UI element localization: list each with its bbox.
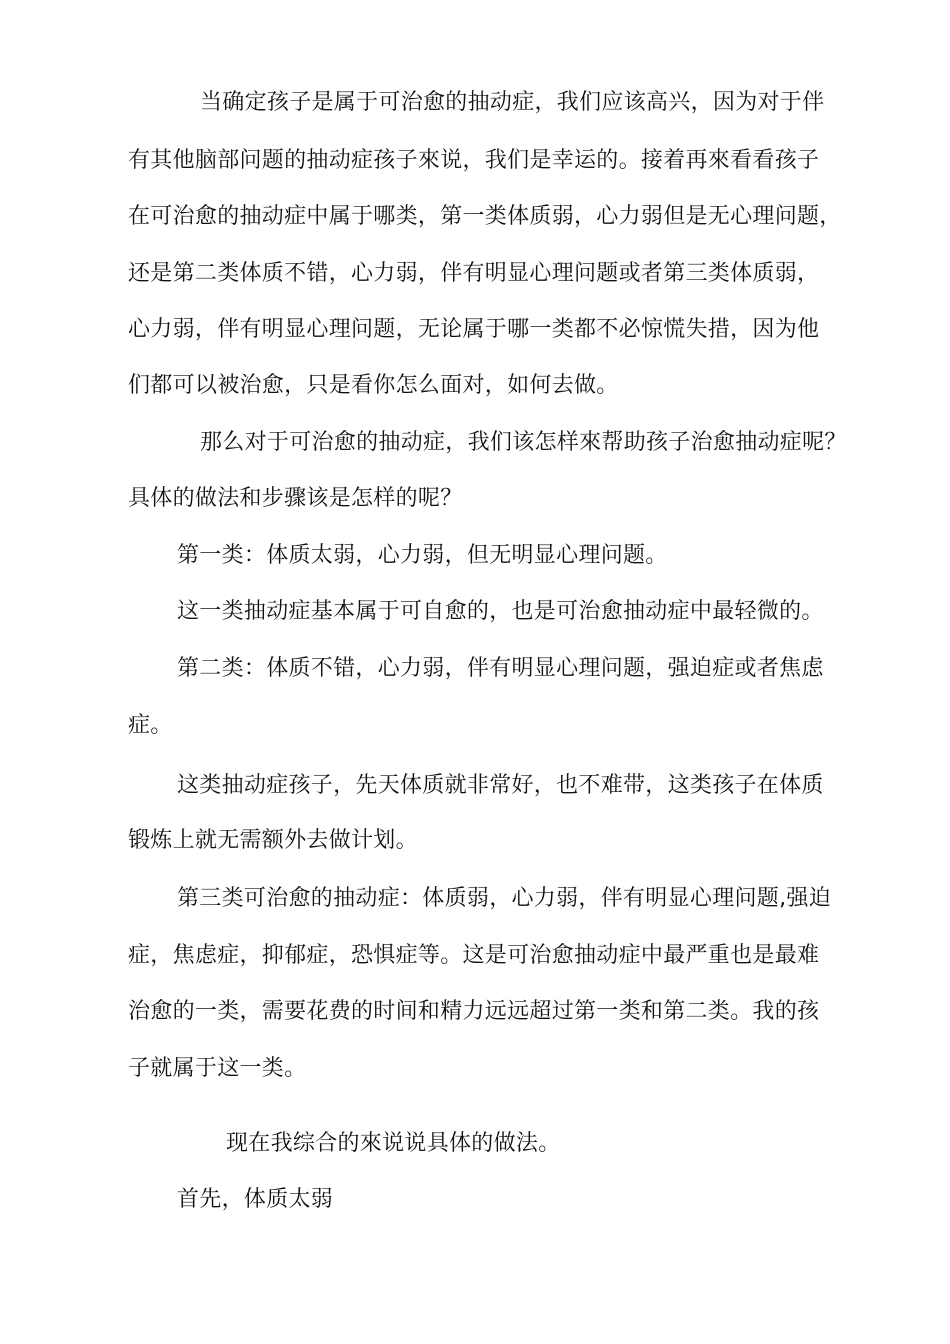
paragraph-1-line-5: 心力弱，伴有明显心理问题，无论属于哪一类都不必惊慌失措，因为他 [128,317,820,342]
paragraph-1-line-2: 有其他脑部问题的抽动症孩子來说，我们是幸运的。接着再來看看孩子 [128,148,820,173]
category-3-line-2: 症，焦虑症，抑郁症，恐惧症等。这是可治愈抽动症中最严重也是最难 [128,943,820,968]
summary-intro: 现在我综合的來说说具体的做法。 [226,1131,561,1156]
category-2-title-line-1: 第二类：体质不错，心力弱，伴有明显心理问题，强迫症或者焦虑 [177,656,824,681]
first-point-heading: 首先，体质太弱 [177,1187,334,1212]
category-1-desc: 这一类抽动症基本属于可自愈的，也是可治愈抽动症中最轻微的。 [177,599,824,624]
paragraph-2-line-1: 那么对于可治愈的抽动症，我们该怎样來帮助孩子治愈抽动症呢？ [200,430,847,455]
category-3-line-4: 子就属于这一类。 [128,1056,307,1081]
category-1-title: 第一类：体质太弱，心力弱，但无明显心理问题。 [177,543,668,568]
category-3-line-3: 治愈的一类，需要花费的时间和精力远远超过第一类和第二类。我的孩 [128,999,820,1024]
paragraph-1-line-4: 还是第二类体质不错，心力弱，伴有明显心理问题或者第三类体质弱， [128,261,820,286]
paragraph-2-line-2: 具体的做法和步骤该是怎样的呢？ [128,486,463,511]
category-2-title-line-2: 症。 [128,713,173,738]
category-2-desc-line-1: 这类抽动症孩子，先天体质就非常好，也不难带，这类孩子在体质 [177,773,824,798]
paragraph-1-line-6: 们都可以被治愈，只是看你怎么面对，如何去做。 [128,373,619,398]
category-2-desc-line-2: 锻炼上就无需额外去做计划。 [128,828,418,853]
category-3-line-1: 第三类可治愈的抽动症：体质弱，心力弱，伴有明显心理问题,强迫 [177,886,831,911]
paragraph-1-line-3: 在可治愈的抽动症中属于哪类，第一类体质弱，心力弱但是无心理问题， [128,204,842,229]
paragraph-1-line-1: 当确定孩子是属于可治愈的抽动症，我们应该高兴，因为对于伴 [200,90,825,115]
